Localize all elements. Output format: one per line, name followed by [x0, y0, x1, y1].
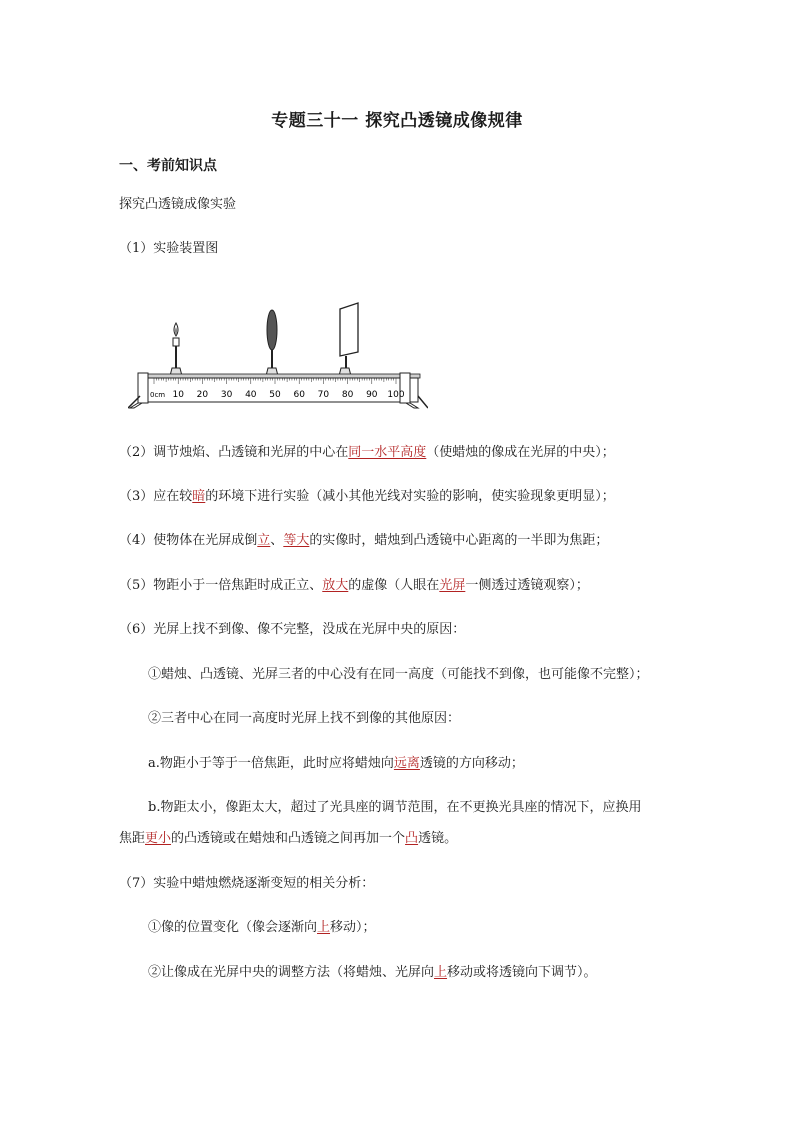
subtitle: 探究凸透镜成像实验 — [119, 197, 237, 212]
ruler-tick-label: 20 — [196, 390, 209, 400]
light-screen-icon — [339, 303, 358, 376]
ruler-tick-label: 80 — [341, 390, 354, 400]
section-heading: 一、考前知识点 — [119, 158, 217, 174]
ruler-tick-label: 100 — [387, 390, 405, 400]
item-6-b-line1: b.物距太小，像距太大，超过了光具座的调节范围，在不更换光具座的情况下，应换用 — [148, 800, 642, 815]
item-6-b-line2: 焦距更小的凸透镜或在蜡烛和凸透镜之间再加一个凸透镜。 — [119, 831, 458, 846]
ruler-tick-label: 90 — [366, 390, 378, 400]
ruler-tick-label: 70 — [317, 390, 330, 400]
candle-icon — [170, 323, 182, 376]
item-6-1: ①蜡烛、凸透镜、光屏三者的中心没有在同一高度（可能找不到像，也可能像不完整）； — [148, 667, 649, 682]
item-7: （7）实验中蜡烛燃烧逐渐变短的相关分析： — [119, 876, 375, 891]
item-3: （3）应在较暗的环境下进行实验（减小其他光线对实验的影响，使实验现象更明显）； — [119, 489, 615, 504]
ruler-tick-label: 10 — [172, 390, 184, 400]
item-2: （2）调节烛焰、凸透镜和光屏的中心在同一水平高度（使蜡烛的像成在光屏的中央）； — [119, 445, 615, 460]
item-5: （5）物距小于一倍焦距时成正立、放大的虚像（人眼在光屏一侧透过透镜观察）； — [119, 578, 589, 593]
item-6: （6）光屏上找不到像、像不完整，没成在光屏中央的原因： — [119, 622, 466, 637]
item-7-1: ①像的位置变化（像会逐渐向上移动）； — [148, 920, 376, 935]
ruler-unit-label: 0cm — [150, 391, 166, 399]
item-4: （4）使物体在光屏成倒立、等大的实像时，蜡烛到凸透镜中心距离的一半即为焦距； — [119, 533, 609, 548]
page-title: 专题三十一 探究凸透镜成像规律 — [271, 111, 523, 131]
ruler-tick-label: 40 — [245, 390, 257, 400]
ruler-tick-label: 30 — [220, 390, 233, 400]
item-6-a: a.物距小于等于一倍焦距，此时应将蜡烛向远离透镜的方向移动； — [148, 756, 524, 771]
convex-lens-icon — [266, 310, 278, 376]
optical-bench-diagram — [128, 300, 428, 412]
ruler-tick-label: 60 — [293, 390, 305, 400]
item-7-2: ②让像成在光屏中央的调整方法（将蜡烛、光屏向上移动或将透镜向下调节）。 — [148, 965, 597, 980]
ruler-tick-label: 50 — [269, 390, 281, 400]
item-1: （1）实验装置图 — [119, 241, 219, 256]
item-6-2: ②三者中心在同一高度时光屏上找不到像的其他原因： — [148, 711, 461, 726]
